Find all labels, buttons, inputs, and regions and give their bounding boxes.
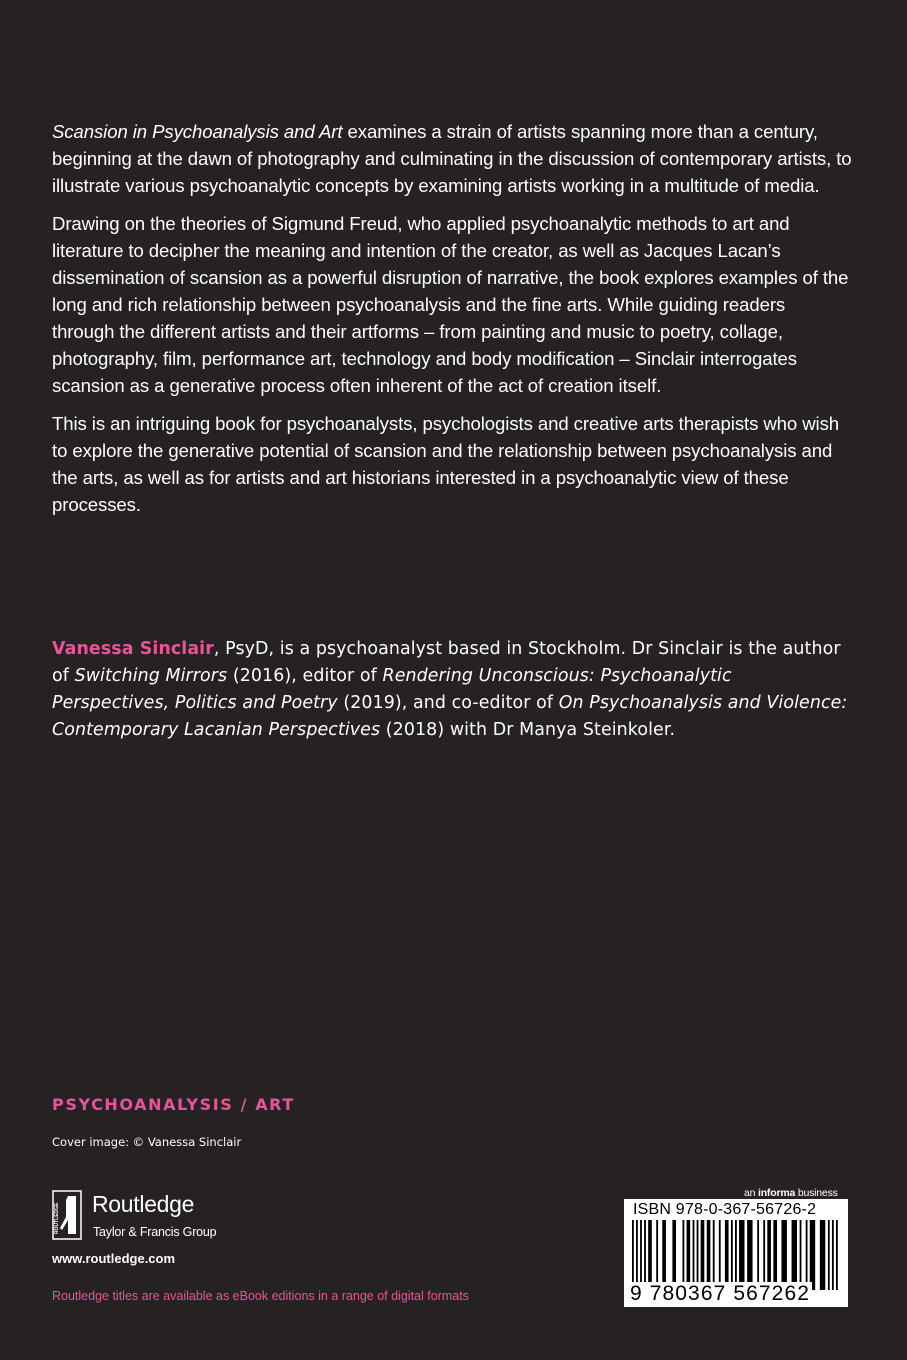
bio-text: (2019), and co-editor of	[337, 693, 559, 713]
description-text: examines a strain of artists spanning more than a century, beginning at the dawn of photography and culminating in the discussion of contemporary artists, to illustrate various psychoanalytic concepts by examining artists working in a multitude of media.	[52, 121, 852, 196]
barcode-bar	[632, 1220, 634, 1290]
barcode-bar	[644, 1220, 646, 1290]
barcode-bar	[636, 1220, 638, 1290]
book-title-1: Switching Mirrors	[74, 666, 228, 686]
barcode-bar	[672, 1220, 676, 1290]
isbn-barcode	[624, 1199, 848, 1307]
barcode-bar	[701, 1220, 705, 1290]
barcode-bar	[662, 1220, 666, 1290]
description-paragraph-1	[52, 118, 852, 199]
author-name: Vanessa Sinclair	[52, 639, 214, 659]
barcode-bar	[828, 1220, 830, 1290]
barcode-bar	[810, 1220, 815, 1290]
barcode-bar	[767, 1220, 771, 1290]
book-title-italic: Scansion in Psychoanalysis and Art	[52, 121, 343, 142]
author-bio	[52, 636, 852, 744]
barcode-bar	[806, 1220, 808, 1290]
barcode-bar	[725, 1220, 729, 1290]
barcode-bar	[739, 1220, 744, 1290]
barcode-bar	[687, 1220, 691, 1290]
subject-category: PSYCHOANALYSIS / ART	[52, 1095, 295, 1114]
publisher-group: Taylor & Francis Group	[93, 1225, 217, 1239]
cover-image-credit: Cover image: © Vanessa Sinclair	[52, 1135, 242, 1149]
barcode-bar	[820, 1220, 825, 1290]
barcode-bar	[713, 1220, 715, 1290]
barcode-bar	[693, 1220, 695, 1290]
barcode-bar	[697, 1220, 699, 1290]
bio-text: (2016), editor of	[227, 666, 383, 686]
barcode-bar	[781, 1220, 786, 1290]
book-title-3: On Psychoanalysis and Violence: Contemporary Lacanian Perspectives	[52, 693, 848, 740]
barcode-bar	[800, 1220, 802, 1290]
barcode-bar	[707, 1220, 711, 1290]
barcode-bar	[757, 1220, 759, 1290]
barcode-bar	[792, 1220, 797, 1290]
bio-text: (2018) with Dr Manya Steinkoler.	[380, 720, 676, 740]
barcode-bar	[648, 1220, 652, 1290]
barcode-bar	[735, 1220, 737, 1290]
barcode-bar	[747, 1220, 752, 1290]
barcode-bar	[832, 1220, 834, 1290]
informa-prefix: an	[744, 1187, 758, 1199]
emblem-text: ROUTLEDGE	[54, 1202, 60, 1234]
description-paragraph-2: Drawing on the theories of Sigmund Freud, who applied psychoanalytic methods to art and literature to decipher the meaning and intention of the creator, as well as Jacques Lacan’s dissemination of scansion as a powerful disruption of narrative, the book explores examples of the long and rich relationship between psychoanalysis and the fine arts. While guiding readers through the different artists and their artforms – from painting and music to poetry, collage, photography, film, performance art, technology and body modification – Sinclair interrogates scansion as a generative process often inherent of the act of creation itself.	[52, 213, 849, 396]
book-title-2: Rendering Unconscious: Psychoanalytic Perspectives, Politics and Poetry	[52, 666, 732, 713]
barcode-bar	[719, 1220, 721, 1290]
informa-suffix: business	[795, 1187, 838, 1199]
barcode-bar	[731, 1220, 733, 1290]
bio-text: , PsyD, is a psychoanalyst based in Stockholm. Dr Sinclair is the author of	[52, 639, 841, 686]
publisher-logo	[52, 1190, 312, 1250]
informa-tagline	[744, 1187, 838, 1199]
barcode-bar	[836, 1220, 838, 1290]
barcode-bar	[640, 1220, 642, 1290]
routledge-emblem-icon	[52, 1190, 82, 1240]
barcode-bar	[682, 1220, 684, 1290]
description-paragraph-3: This is an intriguing book for psychoanalysts, psychologists and creative arts therapists who wish to explore the generative potential of scansion and the relationship between psychoanalysis and the arts, as well as for artists and art historians interested in a psychoanalytic view of these processes.	[52, 413, 840, 515]
barcode-bar	[656, 1220, 658, 1290]
book-description	[52, 118, 852, 529]
publisher-name: Routledge	[92, 1191, 195, 1217]
ebook-note: Routledge titles are available as eBook editions in a range of digital formats	[52, 1289, 469, 1303]
barcode-digits: 9 780367 567262	[630, 1282, 810, 1305]
publisher-website: www.routledge.com	[52, 1251, 176, 1266]
isbn-label: ISBN 978-0-367-56726-2	[633, 1201, 817, 1218]
barcode-bar	[773, 1220, 777, 1290]
barcode-bar	[763, 1220, 765, 1290]
informa-brand: informa	[758, 1187, 796, 1199]
